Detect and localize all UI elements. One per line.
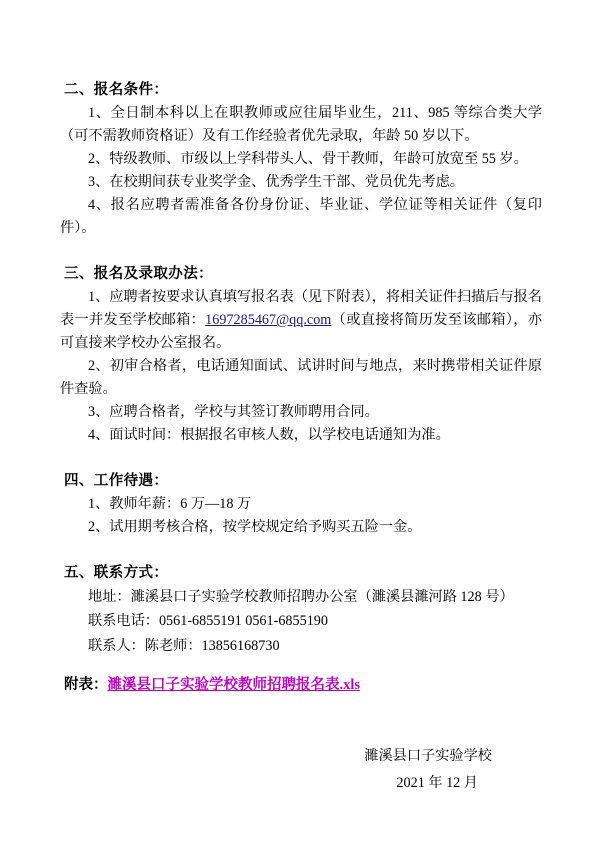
paragraph: 2、特级教师、市级以上学科带头人、骨干教师，年龄可放宽至 55 岁。 [88,151,528,167]
section-heading-4: 四、工作待遇： [64,473,169,489]
attachment-label: 附表： [64,677,108,694]
paragraph: 4、面试时间：根据报名审核人数，以学校电话通知为准。 [88,427,450,443]
paragraph: 4、报名应聘者需准备各份身份证、毕业证、学位证等相关证件（复印件）。 [60,197,542,236]
paragraph: 3、在校期间获专业奖学金、优秀学生干部、党员优先考虑。 [88,174,464,190]
section-3-paragraphs [60,286,542,447]
email-paragraph-before: 1、应聘者按要求认真填写报名表（见下附表），将相关证件扫描后与报名表一并发至学校邮箱： [60,289,542,328]
section-benefits [60,469,542,539]
email-paragraph-after: （或直接将简历发至该邮箱），亦可直接来学校办公室报名。 [60,312,542,351]
section-heading-2: 二、报名条件： [64,82,169,98]
paragraph-with-email [60,286,542,355]
contact-address: 地址：濉溪县口子实验学校教师招聘办公室（濉溪县濉河路 128 号） [88,589,514,605]
section-5-contact-lines [60,585,542,658]
paragraph: 3、应聘合格者，学校与其签订教师聘用合同。 [88,404,379,420]
section-application-and-admission [60,262,542,447]
contact-phone: 联系电话：0561-6855191 0561-6855190 [88,613,328,630]
section-heading-5: 五、联系方式： [64,565,169,581]
section-contact [60,561,542,658]
section-2-paragraphs [60,102,542,240]
signature-organization: 濉溪县口子实验学校 [364,748,492,765]
paragraph: 1、教师年薪：6 万—18 万 [88,496,252,512]
signature-date: 2021 年 12 月 [396,774,478,791]
section-4-paragraphs [60,493,542,539]
email-link[interactable]: 1697285467@qq.com [205,312,332,328]
attachment-row [60,674,542,697]
attachment-file-link[interactable]: 濉溪县口子实验学校教师招聘报名表.xls [107,677,361,694]
section-registration-conditions [60,78,542,240]
paragraph: 2、试用期考核合格，按学校规定给予购买五险一金。 [88,519,422,535]
signature-block [60,743,542,796]
document-body [60,78,542,796]
paragraph: 2、初审合格者，电话通知面试、试讲时间与地点，来时携带相关证件原件查验。 [60,358,542,397]
section-heading-3: 三、报名及录取办法： [64,266,213,282]
paragraph: 1、全日制本科以上在职教师或应往届毕业生，211、985 等综合类大学（可不需教师资格证）及有工作经验者优先录取，年龄 50 岁以下。 [60,105,542,144]
contact-person: 联系人：陈老师：13856168730 [88,637,280,654]
